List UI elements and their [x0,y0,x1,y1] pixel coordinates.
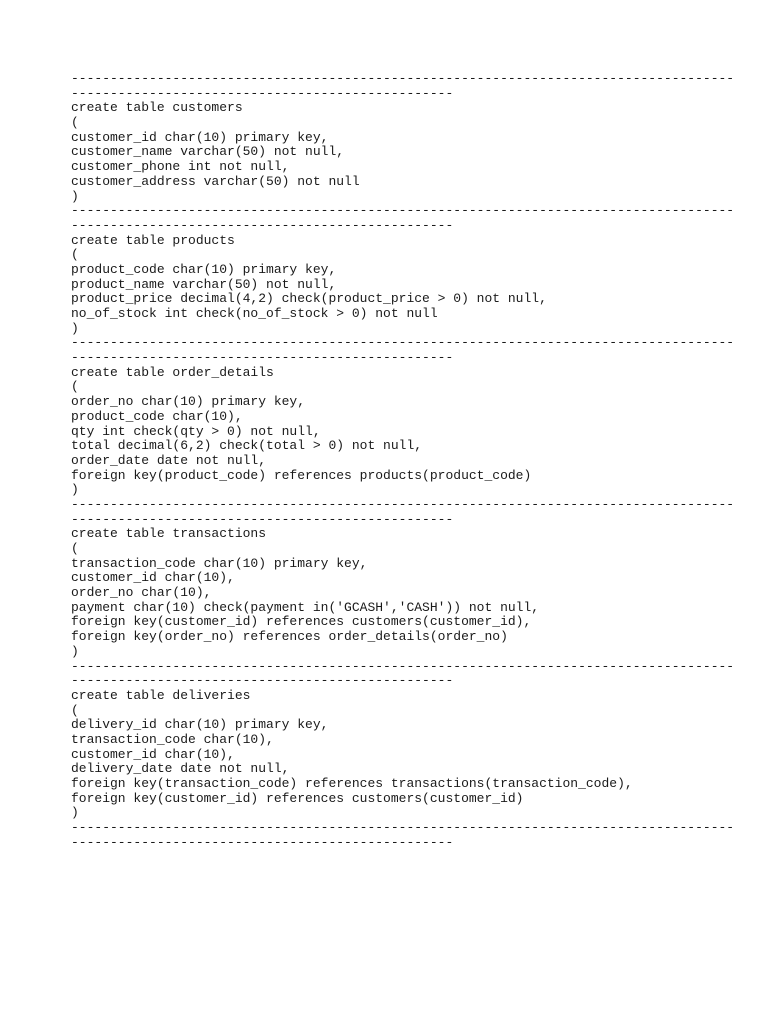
code-line: ) [71,644,79,659]
table-definition-transactions [71,527,751,659]
code-line: create table order_details [71,365,274,380]
separator-line: ------------------------------------------------- [71,835,454,850]
code-line: customer_id char(10) primary key, [71,130,329,145]
separator-line: ------------------------------------------------- [71,351,454,366]
code-line: ( [71,542,79,556]
code-line: ( [71,116,79,131]
separator-line: ------------------------------------------------- [71,86,454,101]
code-line: product_code char(10) primary key, [71,262,337,277]
code-line: ( [71,248,79,263]
code-line: customer_address varchar(50) not null [71,174,360,189]
code-line: transaction_code char(10) primary key, [71,556,368,571]
code-line: qty int check(qty > 0) not null, [71,424,321,439]
code-line: foreign key(customer_id) references customers(customer_id), [71,615,532,630]
code-line: payment char(10) check(payment in('GCASH','CASH')) not null, [71,600,540,615]
code-line: ) [71,189,79,204]
code-line: ( [71,380,79,395]
separator-line: ------------------------------------------------------------------------------------- [71,659,735,674]
code-line: ) [71,483,79,498]
sql-document [71,72,751,850]
code-line: foreign key(customer_id) references customers(customer_id) [71,791,524,806]
code-line: no_of_stock int check(no_of_stock > 0) not null [71,307,438,321]
code-line: product_code char(10), [71,409,243,424]
separator-line: ------------------------------------------------------------------------------------- [71,204,735,219]
code-line: ) [71,321,79,336]
separator-line: ------------------------------------------------------------------------------------- [71,821,735,836]
code-line: create table customers [71,101,243,116]
code-line: customer_id char(10), [71,571,235,586]
code-line: create table products [71,233,235,248]
code-line: ) [71,806,79,821]
code-line: foreign key(product_code) references products(product_code) [71,468,532,483]
code-line: order_date date not null, [71,453,267,468]
separator-line: ------------------------------------------------- [71,218,454,233]
table-definition-products [71,234,751,337]
code-line: product_price decimal(4,2) check(product_price > 0) not null, [71,292,547,307]
code-line: foreign key(order_no) references order_details(order_no) [71,630,508,645]
code-line: customer_name varchar(50) not null, [71,145,345,160]
code-line: create table deliveries [71,688,251,703]
code-line: order_no char(10) primary key, [71,395,306,410]
table-definition-order-details [71,366,751,498]
table-definition-deliveries [71,689,751,821]
code-line: customer_phone int not null, [71,160,290,175]
code-line: transaction_code char(10), [71,732,274,747]
table-definition-customers [71,101,751,204]
code-line: order_no char(10), [71,586,212,601]
separator-line: ------------------------------------------------------------------------------------- [71,497,735,512]
separator-line: ------------------------------------------------- [71,512,454,527]
separator-line: ------------------------------------------------------------------------------------- [71,336,735,351]
separator-line: ------------------------------------------------------------------------------------- [71,72,735,86]
code-line: foreign key(transaction_code) references transactions(transaction_code), [71,777,633,791]
code-line: ( [71,703,79,718]
code-line: create table transactions [71,527,267,542]
separator-line: ------------------------------------------------- [71,674,454,689]
code-line: delivery_id char(10) primary key, [71,718,329,733]
code-line: product_name varchar(50) not null, [71,277,337,292]
code-line: customer_id char(10), [71,747,235,762]
code-line: delivery_date date not null, [71,762,290,777]
code-line: total decimal(6,2) check(total > 0) not null, [71,439,423,454]
